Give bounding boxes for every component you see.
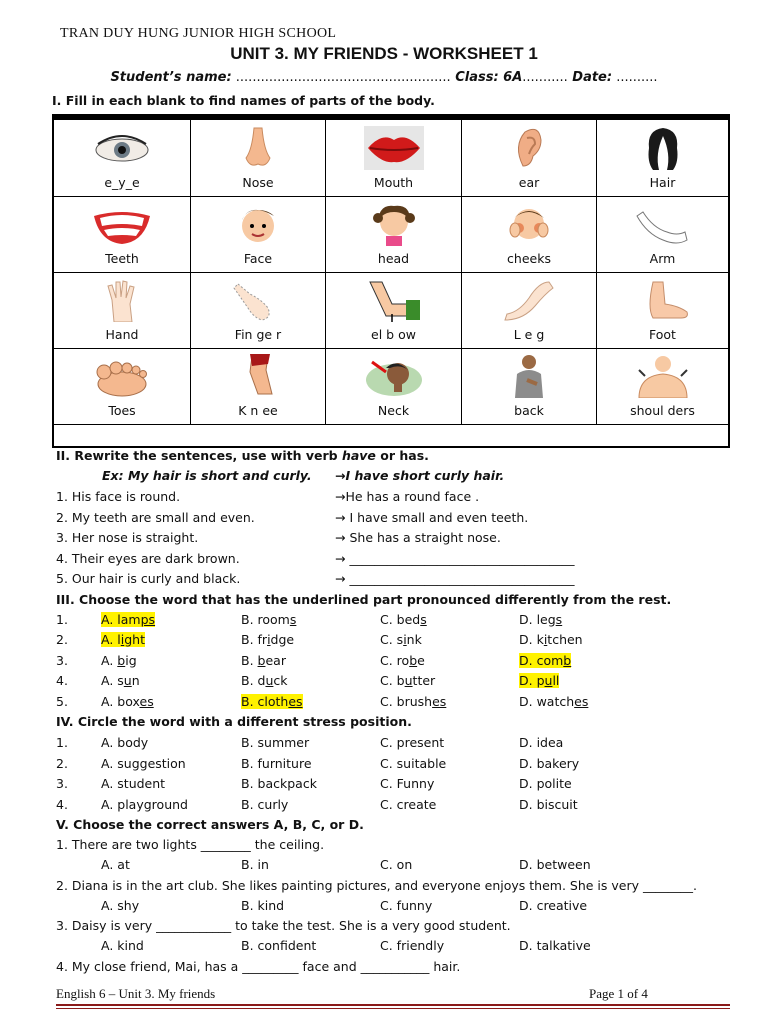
body-part-label: Fin ge r (234, 327, 282, 342)
s5-q3-b: B. confident (241, 938, 317, 953)
body-part-cell (326, 272, 462, 348)
table-row (54, 196, 728, 273)
table-row (54, 272, 728, 349)
s5-q2-d: D. creative (519, 898, 588, 913)
s5-q1-d: D. between (519, 857, 591, 872)
s5-q1-c: C. on (380, 857, 413, 872)
stress-option-d: D. idea (519, 735, 564, 750)
body-part-label: Arm (649, 251, 676, 266)
body-part-label: shoul ders (630, 403, 695, 418)
s3-3-d: D. comb (519, 653, 572, 668)
s5-q3-c: C. friendly (380, 938, 445, 953)
body-part-label: Face (243, 251, 273, 266)
s3-1-c: C. beds (380, 612, 427, 627)
footer-rule-thin (56, 1008, 730, 1009)
arrow-icon: → (335, 489, 346, 504)
s3-4-c: C. butter (380, 673, 436, 688)
rewrite-answer (335, 571, 574, 586)
s5-q2-a: A. shy (101, 898, 140, 913)
body-part-cell (191, 120, 326, 196)
footer-left: English 6 – Unit 3. My friends (56, 986, 216, 1001)
rewrite-question: 3. Her nose is straight. (56, 530, 199, 545)
body-part-label: Toes (108, 403, 136, 418)
body-part-cell (597, 120, 728, 196)
stress-option-b: B. backpack (241, 776, 317, 791)
s3-4-b: B. duck (241, 673, 288, 688)
stress-option-d: D. biscuit (519, 796, 578, 812)
nose-icon (228, 126, 288, 170)
stress-option-a: A. student (101, 776, 166, 791)
date-blank: .......... (612, 70, 658, 85)
rewrite-answer-text: I have small and even teeth. (345, 509, 529, 525)
s5-q2: 2. Diana is in the art club. She likes painting pictures, and everyone enjoys them. She is very ________. (56, 878, 697, 893)
body-part-label: Nose (242, 175, 274, 190)
s3-2-c: C. sink (380, 632, 422, 647)
body-part-cell (326, 348, 462, 424)
body-part-label: el b ow (371, 327, 416, 342)
body-part-label: cheeks (507, 251, 551, 266)
stress-option-a: A. body (101, 735, 149, 750)
stress-option-a: A. playground (101, 796, 188, 812)
ear-icon (499, 126, 559, 170)
footer-page: Page 1 of 4 (589, 986, 648, 1001)
body-part-label: back (514, 403, 544, 418)
arrow-icon: → (335, 468, 346, 483)
stress-option-b: B. curly (241, 796, 289, 812)
stress-option-b: B. summer (241, 735, 310, 750)
s3-num-2: 2. (56, 632, 68, 647)
body-part-cell (597, 196, 728, 272)
stress-item-number: 2. (56, 755, 68, 771)
body-part-cell (191, 272, 326, 348)
body-part-label: Hair (649, 175, 676, 190)
rewrite-answer (335, 510, 528, 525)
arrow-icon: → (335, 550, 346, 566)
s3-3-c: C. robe (380, 653, 425, 668)
student-info-line (0, 70, 768, 85)
s5-q3-d: D. talkative (519, 938, 591, 953)
hand-icon (92, 278, 152, 322)
s3-1-b: B. rooms (241, 612, 297, 627)
section1-heading: I. Fill in each blank to find names of parts of the body. (52, 93, 435, 108)
body-part-cell (326, 120, 462, 196)
cheeks-icon (499, 202, 559, 246)
class-label: Class: 6A (450, 70, 523, 85)
stress-option-b: B. furniture (241, 755, 312, 771)
arrow-icon: → (335, 571, 346, 586)
back-icon (499, 354, 559, 398)
body-part-cell (191, 196, 326, 272)
s3-1-a: A. lamps (101, 612, 156, 627)
s5-q1-b: B. in (241, 857, 269, 872)
section2-heading-or: or (375, 448, 400, 463)
example-answer-text: I have short curly hair. (345, 468, 505, 483)
s3-2-d: D. kitchen (519, 632, 583, 647)
rewrite-answer-text: ____________________________________ (345, 550, 575, 566)
body-part-label: Hand (105, 327, 139, 342)
stress-item-number: 3. (56, 776, 68, 791)
stress-option-c: C. present (380, 735, 445, 750)
s3-4-a: A. sun (101, 673, 140, 688)
rewrite-question: 4. Their eyes are dark brown. (56, 550, 240, 566)
body-part-label: Teeth (105, 251, 139, 266)
stress-option-c: C. create (380, 796, 437, 812)
section4-heading: IV. Circle the word with a different stress position. (56, 714, 412, 729)
stress-option-d: D. polite (519, 776, 572, 791)
stress-item-number: 1. (56, 735, 68, 750)
s5-q3-a: A. kind (101, 938, 144, 953)
s5-q2-b: B. kind (241, 898, 285, 913)
body-part-label: Neck (377, 403, 410, 418)
s5-q1-a: A. at (101, 857, 130, 872)
section5-heading: V. Choose the correct answers A, B, C, or D. (56, 817, 364, 832)
s3-5-b: B. clothes (241, 694, 303, 709)
s5-q3: 3. Daisy is very ____________ to take the test. She is a very good student. (56, 918, 511, 933)
s3-5-c: C. brushes (380, 694, 447, 709)
s5-q4: 4. My close friend, Mai, has a _________ face and ___________ hair. (56, 959, 461, 974)
body-part-cell (54, 120, 191, 196)
rewrite-answer-text: She has a straight nose. (345, 530, 501, 545)
body-part-label: head (377, 251, 410, 266)
class-blank: ........... (522, 70, 568, 85)
s5-q2-c: C. funny (380, 898, 433, 913)
section2-heading-has: has (399, 448, 425, 463)
s3-num-5: 5. (56, 694, 68, 709)
s3-2-b: B. fridge (241, 632, 295, 647)
neck-icon (364, 354, 424, 398)
table-row (54, 120, 728, 197)
school-name: TRAN DUY HUNG JUNIOR HIGH SCHOOL (60, 26, 337, 41)
teeth-icon (92, 202, 152, 246)
s3-3-a: A. big (101, 653, 137, 668)
body-part-cell (597, 272, 728, 348)
s3-num-1: 1. (56, 612, 68, 627)
toes-icon (92, 354, 152, 398)
worksheet-title: UNIT 3. MY FRIENDS - WORKSHEET 1 (230, 44, 538, 63)
s3-5-a: A. boxes (101, 694, 154, 709)
s3-2-a: A. light (101, 632, 146, 647)
rewrite-answer (335, 551, 574, 566)
face-icon (228, 202, 288, 246)
s3-num-4: 4. (56, 673, 68, 688)
rewrite-answer (335, 530, 501, 545)
body-part-cell (54, 272, 191, 348)
rewrite-question: 5. Our hair is curly and black. (56, 571, 241, 586)
footer-rule (56, 1004, 730, 1006)
s3-3-b: B. bear (241, 653, 286, 668)
body-part-cell (597, 348, 728, 424)
arrow-icon: → (335, 509, 346, 525)
body-part-cell (54, 348, 191, 424)
eye-icon (92, 126, 152, 170)
rewrite-question: 2. My teeth are small and even. (56, 509, 255, 525)
body-part-cell (54, 196, 191, 272)
s3-num-3: 3. (56, 653, 68, 668)
example-answer (335, 468, 504, 483)
elbow-icon (364, 278, 424, 322)
section2-heading-text: II. Rewrite the sentences, use with verb (56, 448, 342, 463)
stress-option-a: A. suggestion (101, 755, 186, 771)
body-part-label: K n ee (238, 403, 278, 418)
stress-option-c: C. suitable (380, 755, 447, 771)
example-question: Ex: My hair is short and curly. (102, 468, 312, 483)
body-part-cell (191, 348, 326, 424)
leg-icon (499, 278, 559, 322)
finger-icon (228, 278, 288, 322)
knee-icon (228, 354, 288, 398)
student-name-label: Student’s name: (110, 70, 232, 85)
body-part-cell (462, 120, 597, 196)
body-part-cell (462, 196, 597, 272)
body-part-label: ear (518, 175, 540, 190)
section2-heading-end: . (424, 448, 429, 463)
body-part-label: Foot (649, 327, 676, 342)
body-part-label: L e g (513, 327, 545, 342)
s5-q1: 1. There are two lights ________ the ceiling. (56, 837, 325, 852)
body-part-cell (462, 348, 597, 424)
rewrite-answer (335, 489, 479, 504)
section3-heading: III. Choose the word that has the underlined part pronounced differently from the rest. (56, 592, 672, 607)
section2-heading (56, 448, 429, 463)
mouth-icon (364, 126, 424, 170)
section2-heading-have: have (341, 448, 376, 463)
body-part-label: e_y_e (104, 175, 140, 190)
body-part-cell (462, 272, 597, 348)
table-row (54, 348, 728, 425)
stress-option-d: D. bakery (519, 755, 580, 771)
student-name-blank: .................................................... (231, 70, 451, 85)
shoulders-icon (633, 354, 693, 398)
stress-item-number: 4. (56, 796, 68, 812)
rewrite-question: 1. His face is round. (56, 489, 181, 504)
arrow-icon: → (335, 530, 346, 545)
date-label: Date: (567, 70, 613, 85)
foot-icon (633, 278, 693, 322)
body-parts-table (52, 114, 730, 448)
s3-4-d: D. pull (519, 673, 560, 688)
body-part-label: Mouth (373, 175, 414, 190)
arm-icon (633, 202, 693, 246)
head-icon (364, 202, 424, 246)
s3-5-d: D. watches (519, 694, 589, 709)
hair-icon (633, 126, 693, 170)
stress-option-c: C. Funny (380, 776, 435, 791)
body-part-cell (326, 196, 462, 272)
rewrite-answer-text: He has a round face . (345, 489, 480, 504)
s3-1-d: D. legs (519, 612, 563, 627)
rewrite-answer-text: ____________________________________ (345, 571, 575, 586)
